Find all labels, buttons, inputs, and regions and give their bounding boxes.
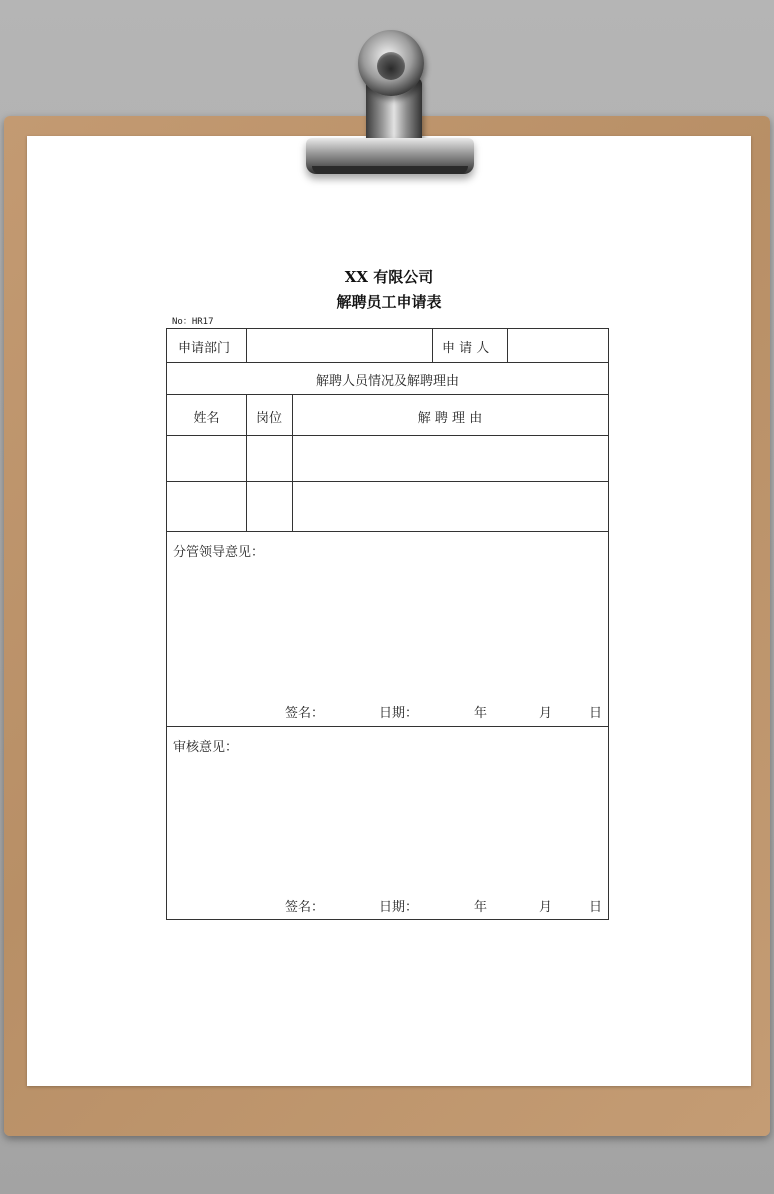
year-label: 年 <box>474 900 488 915</box>
form-title: 解聘员工申请表 <box>336 293 442 311</box>
row-divider <box>167 726 608 727</box>
month-label: 月 <box>539 900 553 915</box>
column-header-reason: 解 聘 理 由 <box>417 411 483 426</box>
row-divider <box>167 435 608 436</box>
row-divider <box>167 394 608 395</box>
date-label: 日期： <box>379 706 419 721</box>
table-cell-reason[interactable] <box>297 487 603 525</box>
column-header-name: 姓名 <box>193 411 220 426</box>
department-field[interactable] <box>257 337 425 355</box>
table-cell-name[interactable] <box>171 487 242 525</box>
column-divider <box>246 329 247 362</box>
form-number: No：HR17 <box>172 317 214 327</box>
table-cell-name[interactable] <box>171 441 242 475</box>
supervisor-opinion-label: 分管领导意见： <box>173 545 265 560</box>
table-cell-position[interactable] <box>250 441 288 475</box>
column-header-position: 岗位 <box>255 411 282 426</box>
row-divider <box>167 481 608 482</box>
row-divider <box>167 531 608 532</box>
department-label: 申请部门 <box>178 341 231 356</box>
table-cell-reason[interactable] <box>297 441 603 475</box>
column-divider <box>507 329 508 362</box>
review-opinion-label: 审核意见： <box>173 740 239 755</box>
year-label: 年 <box>474 706 488 721</box>
row-divider <box>167 362 608 363</box>
signature-label: 签名： <box>285 706 325 721</box>
clip-plate-edge <box>312 166 468 174</box>
clip-hole <box>377 52 405 80</box>
day-label: 日 <box>589 706 603 721</box>
section-title: 解聘人员情况及解聘理由 <box>315 374 459 389</box>
column-divider <box>432 329 433 362</box>
applicant-label: 申 请 人 <box>442 341 490 356</box>
signature-label: 签名： <box>285 900 325 915</box>
table-cell-position[interactable] <box>250 487 288 525</box>
day-label: 日 <box>589 900 603 915</box>
date-label: 日期： <box>379 900 419 915</box>
dismissal-form <box>166 328 609 920</box>
month-label: 月 <box>539 706 553 721</box>
applicant-field[interactable] <box>517 337 602 355</box>
company-name: XX 有限公司 <box>344 268 434 286</box>
